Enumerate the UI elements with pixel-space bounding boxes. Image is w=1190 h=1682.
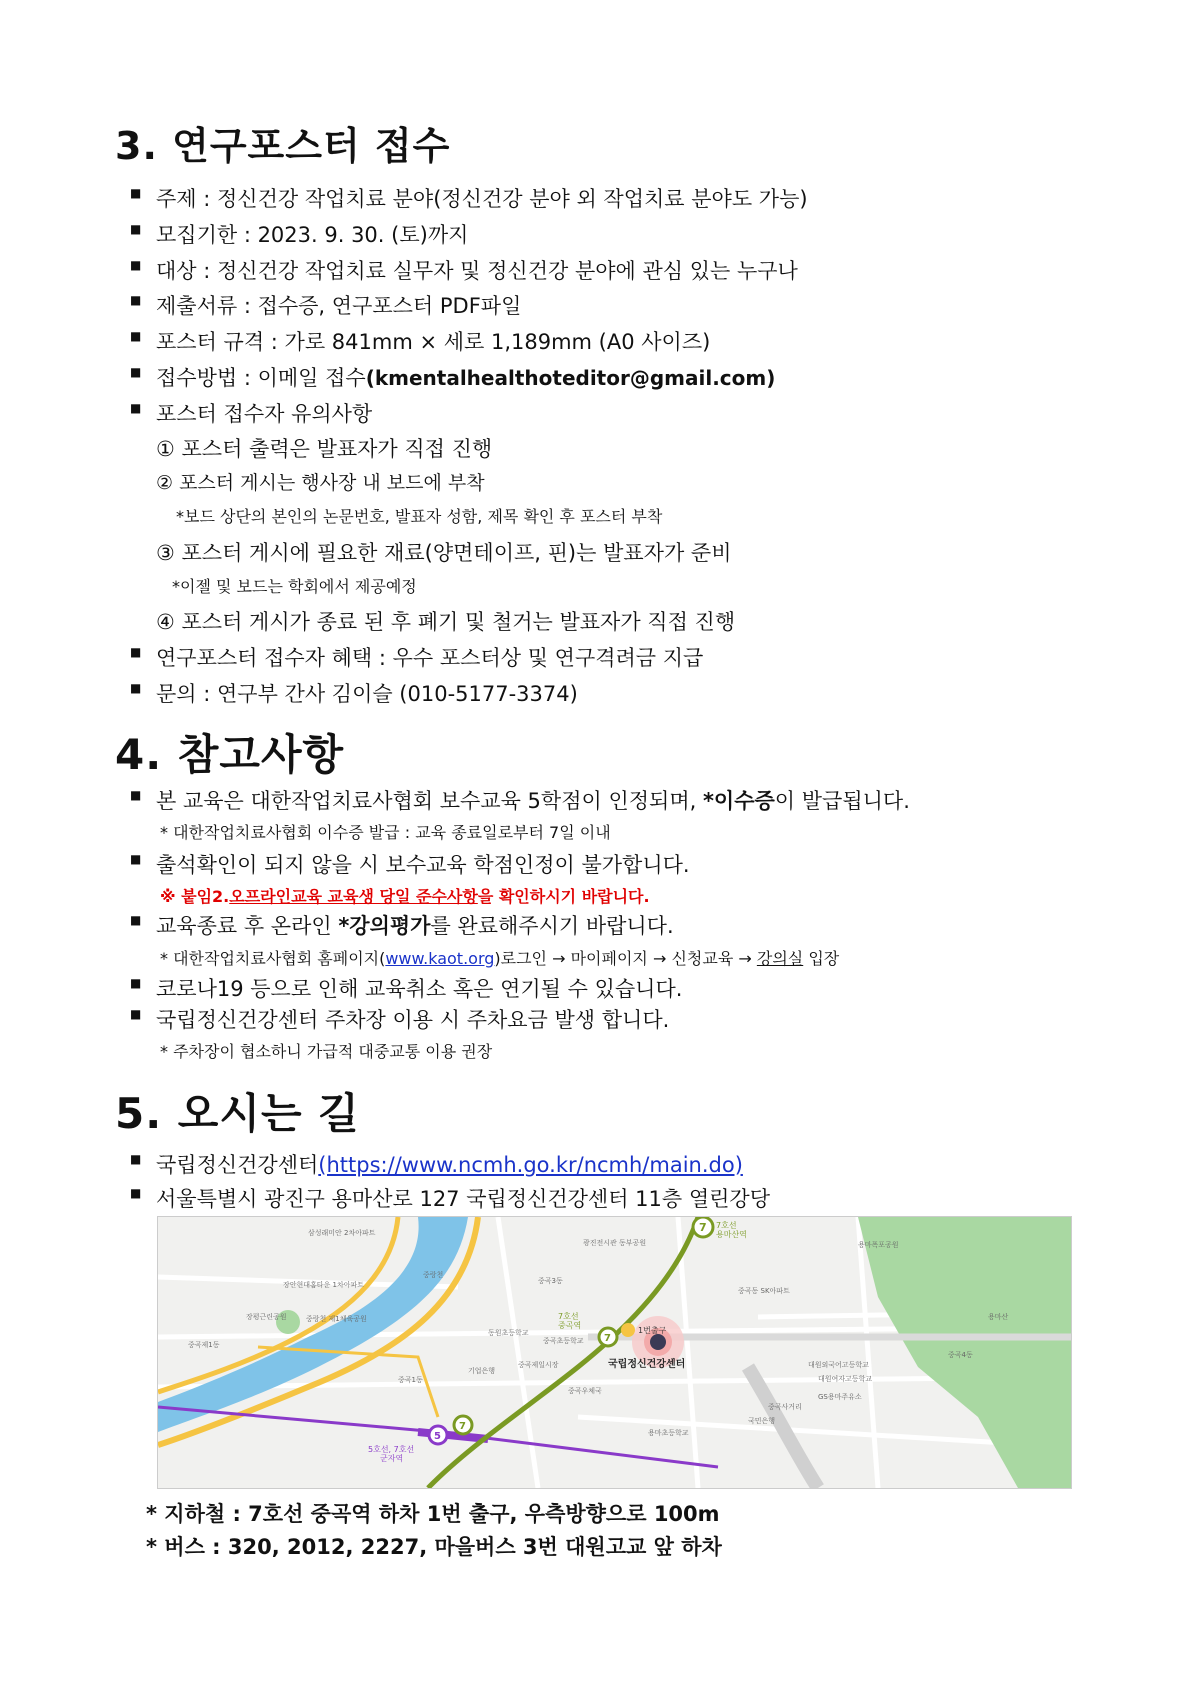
center-label: 국립정신건강센터 [608, 1359, 686, 1370]
svg-text:중랑천 제1체육공원: 중랑천 제1체육공원 [306, 1315, 367, 1323]
notice-4: ④ 포스터 게시가 종료 된 후 폐기 및 철거는 발표자가 직접 진행 [156, 610, 736, 634]
svg-text:기업은행: 기업은행 [468, 1367, 496, 1375]
svg-text:7: 7 [459, 1421, 466, 1432]
section4-warning: ※ 붙임2.오프라인교육 교육생 당일 준수사항을 확인하시기 바랍니다. [160, 887, 650, 906]
document-page: 3. 연구포스터 접수 주제 : 정신건강 작업치료 분야(정신건강 분야 외 작업치료 분야도 가능) 모집기한 : 2023. 9. 30. (토)까지 대상 : 정신건강 작업치료 실무자 및 정신건강 분야에 관심 있는 누구나 제출서류 : 접수증, 연구포스터 PDF파일 포스터 규격 : 가로 841mm × 세로 1,189mm (A0 사이즈) 접수방법 : 이메일 접수(kmentalhealthoteditor@gmail.com) 포스터 접수자 유의사항 ① 포스터 출력은 발표자가 직접 진행 ② 포스터 게시는 행사장 내 보드에 부착 *보드 상단의 본인의 논문번호, 발표자 성함, 제목 확인 후 포스터 부착 ③ 포스터 게시에 필요한 재료(양면테이프, 핀)는 발표자가 준비 *이젤 및 보드는 학회에서 제공예정 ④ 포스터 게시가 종료 된 후 폐기 및 철거는 발표자가 직접 진행 연구포스터 접수자 혜택 : 우수 포스터상 및 연구격려금 지급 문의 : 연구부 간사 김이슬 (010-5177-3374) 4. 참고사항 본 교육은 대한작업치료사협회 보수교육 5학점이 인정되며, *이수증이 발급됩니다. * 대한작업치료사협회 이수증 발급 : 교육 종료일로부터 7일 이내 출석확인이 되지 않을 시 보수교육 학점인정이 불가합니다. ※ 붙임2.오프라인교육 교육생 당일 준수사항을 확인하시기 바랍니다. 교육종료 후 온라인 *강의평가를 완료해주시기 바랍니다. * 대한작업치료사협회 홈페이지(www.kaot.org)로그인 → 마이페이지 → 신청교육 → 강의실 입장 코로나19 등으로 인해 교육취소 혹은 연기될 수 있습니다. 국립정신건강센터 주차장 이용 시 주차요금 발생 합니다. * 주차장이 협소하니 가급적 대중교통 이용 권장 5. 오시는 길 국립정신건강센터(https://www.ncmh.go.kr/ncmh/main.do) 서울특별시 광진구 용마산로 127 국립정신건강센터 11층 열린강당 국립정신건강센터 7 7호선 용마산역 7 7호선 중곡역 1번출구 7 5 5호선, 7호선 군자역 삼성래미안 2차아파트 광진전시관 동부공원 중곡3동 장안현대홈타운 1차아파트 중곡동 SK아파트 장평근린공원 중랑천 제1체육공원 동원초등학교 중곡초등학교 중곡1동 기업은행 중곡제일시장 중곡우체국 중곡사거리 용마산 중곡4동 대원외국어고등학교 대원여자고등학교 국민은행 용마초등학교 용마폭포공원 GS용마주유소 중곡제1동 중랑천 * 지하철 : 7호선 중곡역 하차 1번 출구, 우측방향으로 100m * 버스 : 320, 2012, 2227, 마을버스 3번 대원고교 앞 하차 [0, 0, 1190, 1682]
notice-3: ③ 포스터 게시에 필요한 재료(양면테이프, 핀)는 발표자가 준비 [156, 541, 732, 565]
section3-title: 3. 연구포스터 접수 [115, 124, 451, 168]
section4-note-certificate: * 대한작업치료사협회 이수증 발급 : 교육 종료일로부터 7일 이내 [160, 823, 611, 842]
svg-text:중곡제1동: 중곡제1동 [188, 1341, 220, 1349]
ncmh-link[interactable]: (https://www.ncmh.go.kr/ncmh/main.do) [318, 1153, 743, 1177]
svg-text:중곡4동: 중곡4동 [948, 1351, 973, 1359]
center-pin-icon [650, 1334, 666, 1350]
svg-text:중곡사거리: 중곡사거리 [768, 1403, 802, 1411]
svg-text:대원여자고등학교: 대원여자고등학교 [818, 1375, 873, 1383]
notice-2-note: *보드 상단의 본인의 논문번호, 발표자 성함, 제목 확인 후 포스터 부착 [176, 507, 663, 526]
exit-1-label: 1번출구 [638, 1326, 667, 1335]
bus-directions: * 버스 : 320, 2012, 2227, 마을버스 3번 대원고교 앞 하차 [146, 1535, 722, 1559]
section4-note-parking: * 주차장이 협소하니 가급적 대중교통 이용 권장 [160, 1042, 493, 1061]
svg-text:중곡제일시장: 중곡제일시장 [518, 1361, 559, 1369]
svg-text:중곡역: 중곡역 [558, 1321, 582, 1330]
exit-1-marker [621, 1323, 635, 1337]
svg-text:중곡동 SK아파트: 중곡동 SK아파트 [738, 1287, 790, 1295]
map-graphic [158, 1217, 1071, 1488]
svg-text:삼성래미안 2차아파트: 삼성래미안 2차아파트 [308, 1229, 376, 1237]
svg-text:5: 5 [434, 1431, 441, 1442]
svg-text:장평근린공원: 장평근린공원 [246, 1313, 287, 1321]
svg-text:GS용마주유소: GS용마주유소 [818, 1393, 862, 1401]
svg-text:중곡3동: 중곡3동 [538, 1277, 563, 1285]
svg-text:광진전시관 동부공원: 광진전시관 동부공원 [583, 1239, 647, 1247]
junggok-station-label: 7호선 [558, 1312, 579, 1321]
svg-text:장안현대홈타운 1차아파트: 장안현대홈타운 1차아파트 [283, 1281, 365, 1289]
subway-directions: * 지하철 : 7호선 중곡역 하차 1번 출구, 우측방향으로 100m [146, 1502, 720, 1526]
svg-text:동원초등학교: 동원초등학교 [488, 1329, 529, 1337]
location-map[interactable] [157, 1216, 1072, 1489]
svg-text:중랑천: 중랑천 [423, 1271, 444, 1279]
svg-text:중곡1동: 중곡1동 [398, 1376, 423, 1384]
svg-text:중곡초등학교: 중곡초등학교 [543, 1337, 584, 1345]
section4-title: 4. 참고사항 [115, 730, 345, 779]
kaot-link[interactable]: www.kaot.org [385, 949, 495, 968]
svg-text:용마산: 용마산 [988, 1313, 1009, 1321]
notice-3-note: *이젤 및 보드는 학회에서 제공예정 [172, 577, 417, 596]
svg-text:중곡우체국: 중곡우체국 [568, 1387, 602, 1395]
svg-text:대원외국어고등학교: 대원외국어고등학교 [808, 1361, 869, 1369]
yongma-line-number: 7 [699, 1221, 707, 1234]
yongma-station-label: 7호선 [716, 1221, 737, 1230]
email-label: 접수방법 : 이메일 접수 [156, 366, 366, 390]
section4-note-evaluation: * 대한작업치료사협회 홈페이지(www.kaot.org)로그인 → 마이페이지 → 신청교육 → 강의실 입장 [160, 949, 840, 968]
svg-text:용마초등학교: 용마초등학교 [648, 1429, 689, 1437]
notice-1: ① 포스터 출력은 발표자가 직접 진행 [156, 437, 493, 461]
svg-text:군자역: 군자역 [380, 1454, 404, 1463]
svg-text:용마산역: 용마산역 [716, 1230, 747, 1239]
notice-2: ② 포스터 게시는 행사장 내 보드에 부착 [156, 472, 485, 494]
gunja-station-label: 5호선, 7호선 [368, 1445, 415, 1454]
svg-text:국민은행: 국민은행 [748, 1417, 776, 1425]
section5-title: 5. 오시는 길 [115, 1089, 360, 1138]
svg-text:용마폭포공원: 용마폭포공원 [858, 1241, 899, 1249]
svg-text:7: 7 [604, 1333, 611, 1344]
attachment-link[interactable]: 오프라인교육 교육생 당일 준수사항 [229, 887, 478, 906]
email-address[interactable]: (kmentalhealthoteditor@gmail.com) [365, 366, 776, 390]
